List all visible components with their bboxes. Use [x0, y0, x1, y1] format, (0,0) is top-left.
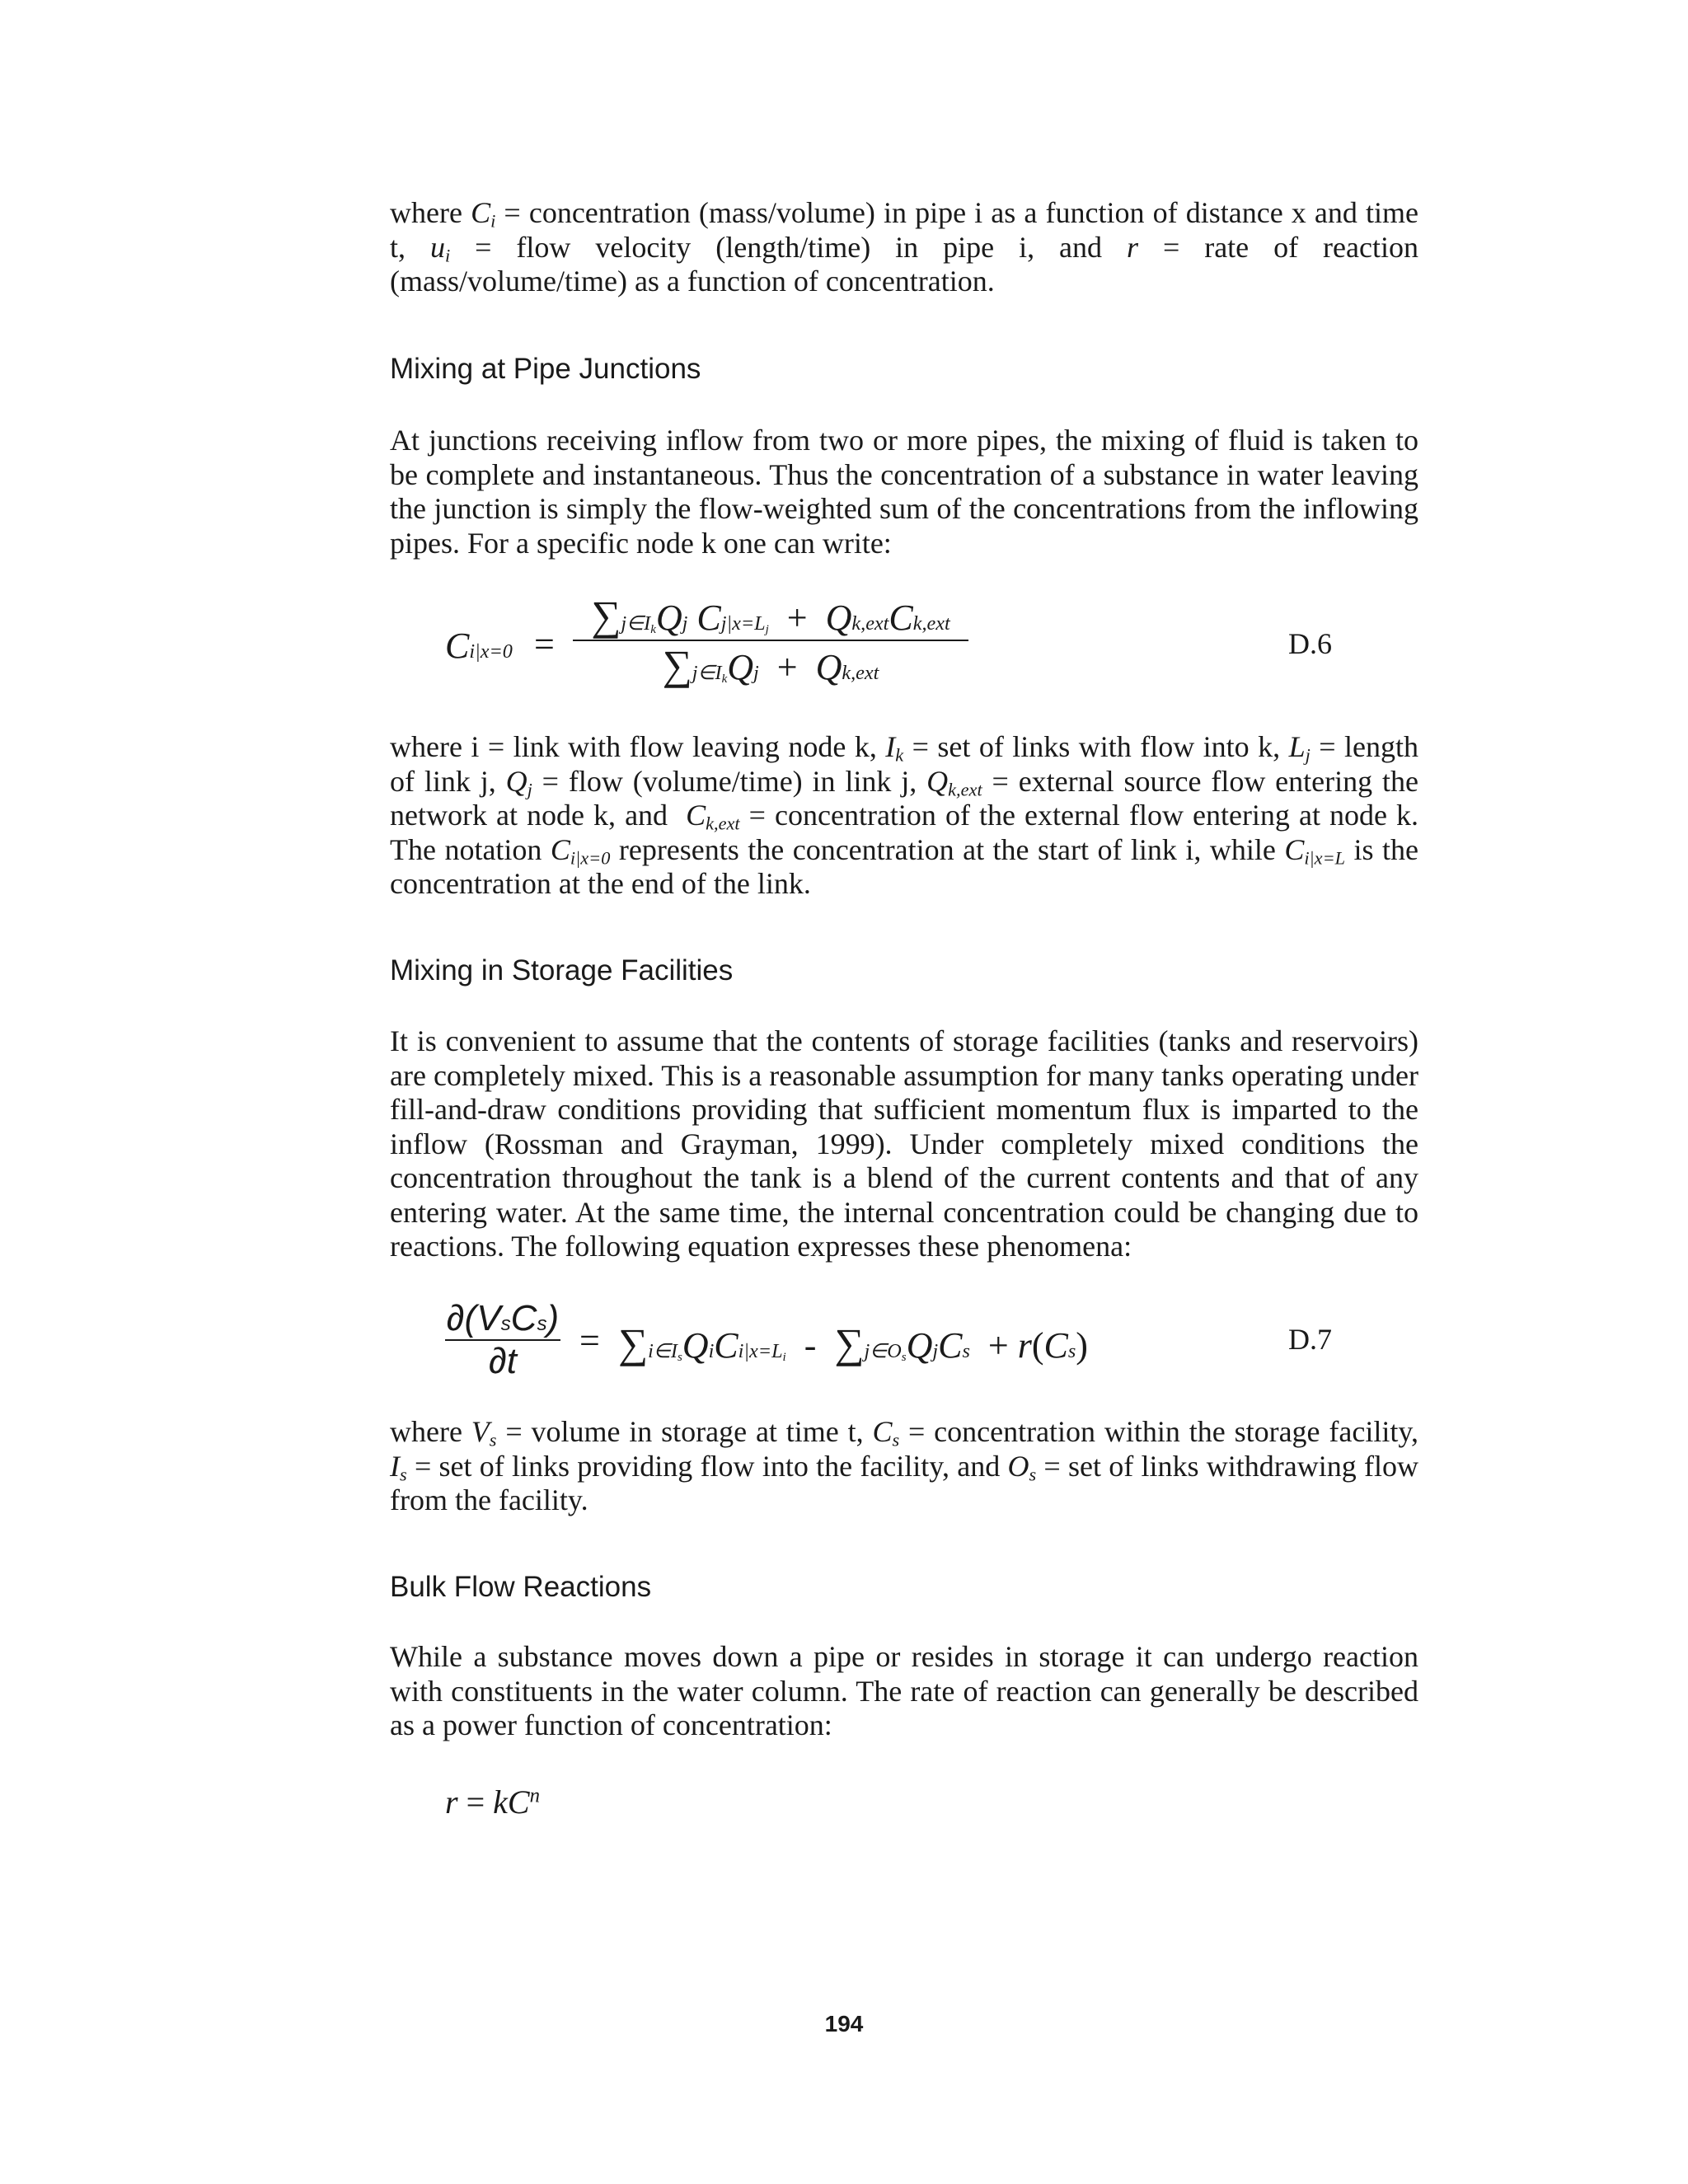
paragraph-junction-mixing: At junctions receiving inflow from two or more pipes, the mixing of fluid is taken to be complete and instantaneous. Thus the concentration of a substance in water leaving the junction is simply the flow-weighted sum of the concentrations from the inflowing pipes. For a specific node k one can write:: [390, 424, 1418, 560]
heading-bulk-flow-reactions: Bulk Flow Reactions: [390, 1571, 652, 1603]
page-number: 194: [824, 2011, 864, 2036]
equation-rate: $r = kC^n$: [445, 1783, 540, 1821]
heading-mixing-storage-facilities: Mixing in Storage Facilities: [390, 954, 734, 987]
equation-number-d6: D.6: [1288, 627, 1332, 660]
equation-number-d7: D.7: [1288, 1323, 1332, 1356]
eq-d6-fraction: $\sum j\in I_kQj$ $Cj|x=L_j$ + Qk,extCk,ext $\sum j\in I_kQj + Qk,ext$: [573, 592, 968, 689]
heading-mixing-pipe-junctions: Mixing at Pipe Junctions: [390, 353, 701, 385]
eq-d6-lhs: Ci|x=0: [445, 626, 513, 666]
paragraph-bulk-reaction: While a substance moves down a pipe or resides in storage it can undergo reaction with constituents in the water column. The rate of reaction can generally be described as a power function of concentration:: [390, 1640, 1418, 1741]
paragraph-storage-mixing: It is convenient to assume that the contents of storage facilities (tanks and reservoirs) are completely mixed. This is a reasonable assumption for many tanks operating under fill-and-draw conditions providing that sufficient momentum flux is imparted to the inflow (Rossman and Grayman, 1999). Under completely mixed conditions the concentration throughout the tank is a blend of the current contents and that of any entering water. At the same time, the internal concentration could be changing due to reactions. The following equation expresses these phenomena:: [390, 1024, 1418, 1263]
equation-d6: Ci|x=0 = $\sum j\in I_kQj$ $Cj|x=L_j$ + Qk,extCk,ext $\sum j\in I_kQj + Qk,ext$: [445, 592, 1022, 699]
eq-d7-fraction: ∂(VsCs) ∂t: [446, 1298, 560, 1381]
equation-d7: ∂(VsCs) ∂t = $\sum i\in I_sQiCi|x=L_i$ - $\sum j\in O_sQjCs + r(Cs)$: [446, 1298, 1088, 1381]
eq-d7-rhs: $\sum i\in I_sQiCi|x=L_i$ - $\sum j\in O_sQjCs + r(Cs)$: [618, 1320, 1088, 1366]
paragraph-definitions-3: where $V_s$ = volume in storage at time t, $C_s$ = concentration within the storage facility, $I_s$ = set of links providing flow into the facility, and $O_s$ = set of links withdrawing flow from the facility.: [390, 1415, 1418, 1516]
paragraph-definitions-1: where $C_i$ = concentration (mass/volume) in pipe i as a function of distance x and time t, $u_i$ = flow velocity (length/time) in pipe i, and r = rate of reaction (mass/volume/time) as a function of concentration.: [390, 196, 1418, 298]
paragraph-definitions-2: where i = link with flow leaving node k, $I_k$ = set of links with flow into k, $L_j$ = length of link j, $Q_j$ = flow (volume/time) in link j, $Q_{k,ext}$ = external source flow entering the network at node k, and $C_{k,ext}$ = concentration of the external flow entering at node k. The notation $C_{i|x=0}$ represents the concentration at the start of link i, while $C_{i|x=L}$ is the concentration at the end of the link.: [390, 730, 1418, 900]
